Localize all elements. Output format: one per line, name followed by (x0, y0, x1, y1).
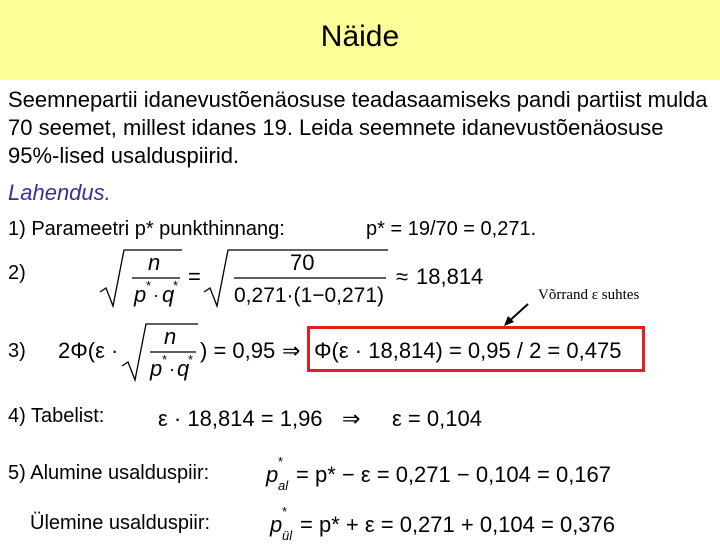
step3-n: n (164, 324, 177, 349)
step5-formula (266, 452, 666, 496)
slide-title: Näide (320, 20, 400, 53)
highlight-box (307, 326, 645, 372)
step2-denominator: 0,271·(1−0,271) (234, 284, 385, 307)
step2-p: p (134, 282, 147, 307)
step3-left: 2Φ(ε · (58, 338, 119, 363)
step3-boxed: Φ(ε · 18,814) = 0,95 / 2 = 0,475 (314, 338, 622, 363)
step3-right: ) = 0,95 (200, 338, 276, 363)
step2-value: 18,814 (416, 264, 484, 289)
step3-label: 3) (8, 340, 26, 362)
step5-formula-text: = p* − ε = 0,271 − 0,104 = 0,167 (296, 462, 612, 487)
step2-q: q (162, 282, 175, 307)
problem-text: Seemnepartii idanevustõenäosuse teadasaamiseks pandi partiist mulda 70 seemet, millest idanes 19. Leida seemnete idanevustõenäosuse 95%-lised usalduspiirid. (8, 87, 708, 168)
step3-q: q (177, 356, 190, 381)
step6-label: Ülemine usalduspiir: (30, 512, 211, 534)
step2-n: n (148, 250, 161, 275)
solution-label: Lahendus. (8, 180, 111, 205)
step3-dot: · (169, 359, 175, 379)
step2-star1: * (146, 278, 152, 293)
step3-p: p (150, 356, 163, 381)
step2-star2: * (173, 278, 179, 293)
step3-star2: * (188, 352, 194, 367)
step4-formula (158, 398, 498, 438)
step4-result: ε = 0,104 (392, 406, 482, 431)
step2-label: 2) (8, 262, 26, 284)
step4-implies: ⇒ (342, 406, 361, 431)
step3-star1: * (162, 352, 168, 367)
step1-label: 1) Parameetri p* punkthinnang: (8, 218, 285, 240)
step6-star: * (282, 504, 288, 519)
step6-sub: ül (282, 528, 293, 543)
step2-approx: ≈ (396, 264, 409, 289)
step1-result: p* = 19/70 = 0,271. (366, 218, 537, 240)
annotation-note: Võrrand ε suhtes (538, 287, 640, 303)
step3-implies: ⇒ (282, 338, 301, 363)
step5-sub: al (278, 478, 289, 493)
step4-label: 4) Tabelist: (8, 405, 105, 427)
step6-p: p (270, 512, 283, 537)
step5-label: 5) Alumine usalduspiir: (8, 462, 210, 484)
step6-formula (270, 502, 670, 546)
step5-star: * (278, 454, 284, 469)
step2-numerator: 70 (290, 250, 315, 275)
step5-p: p (266, 462, 279, 487)
step2-eq: = (188, 264, 201, 289)
step4-equation: ε · 18,814 = 1,96 (158, 406, 323, 431)
step2-formula (96, 244, 516, 314)
step6-formula-text: = p* + ε = 0,271 + 0,104 = 0,376 (300, 512, 616, 537)
step2-dot: · (153, 285, 159, 305)
